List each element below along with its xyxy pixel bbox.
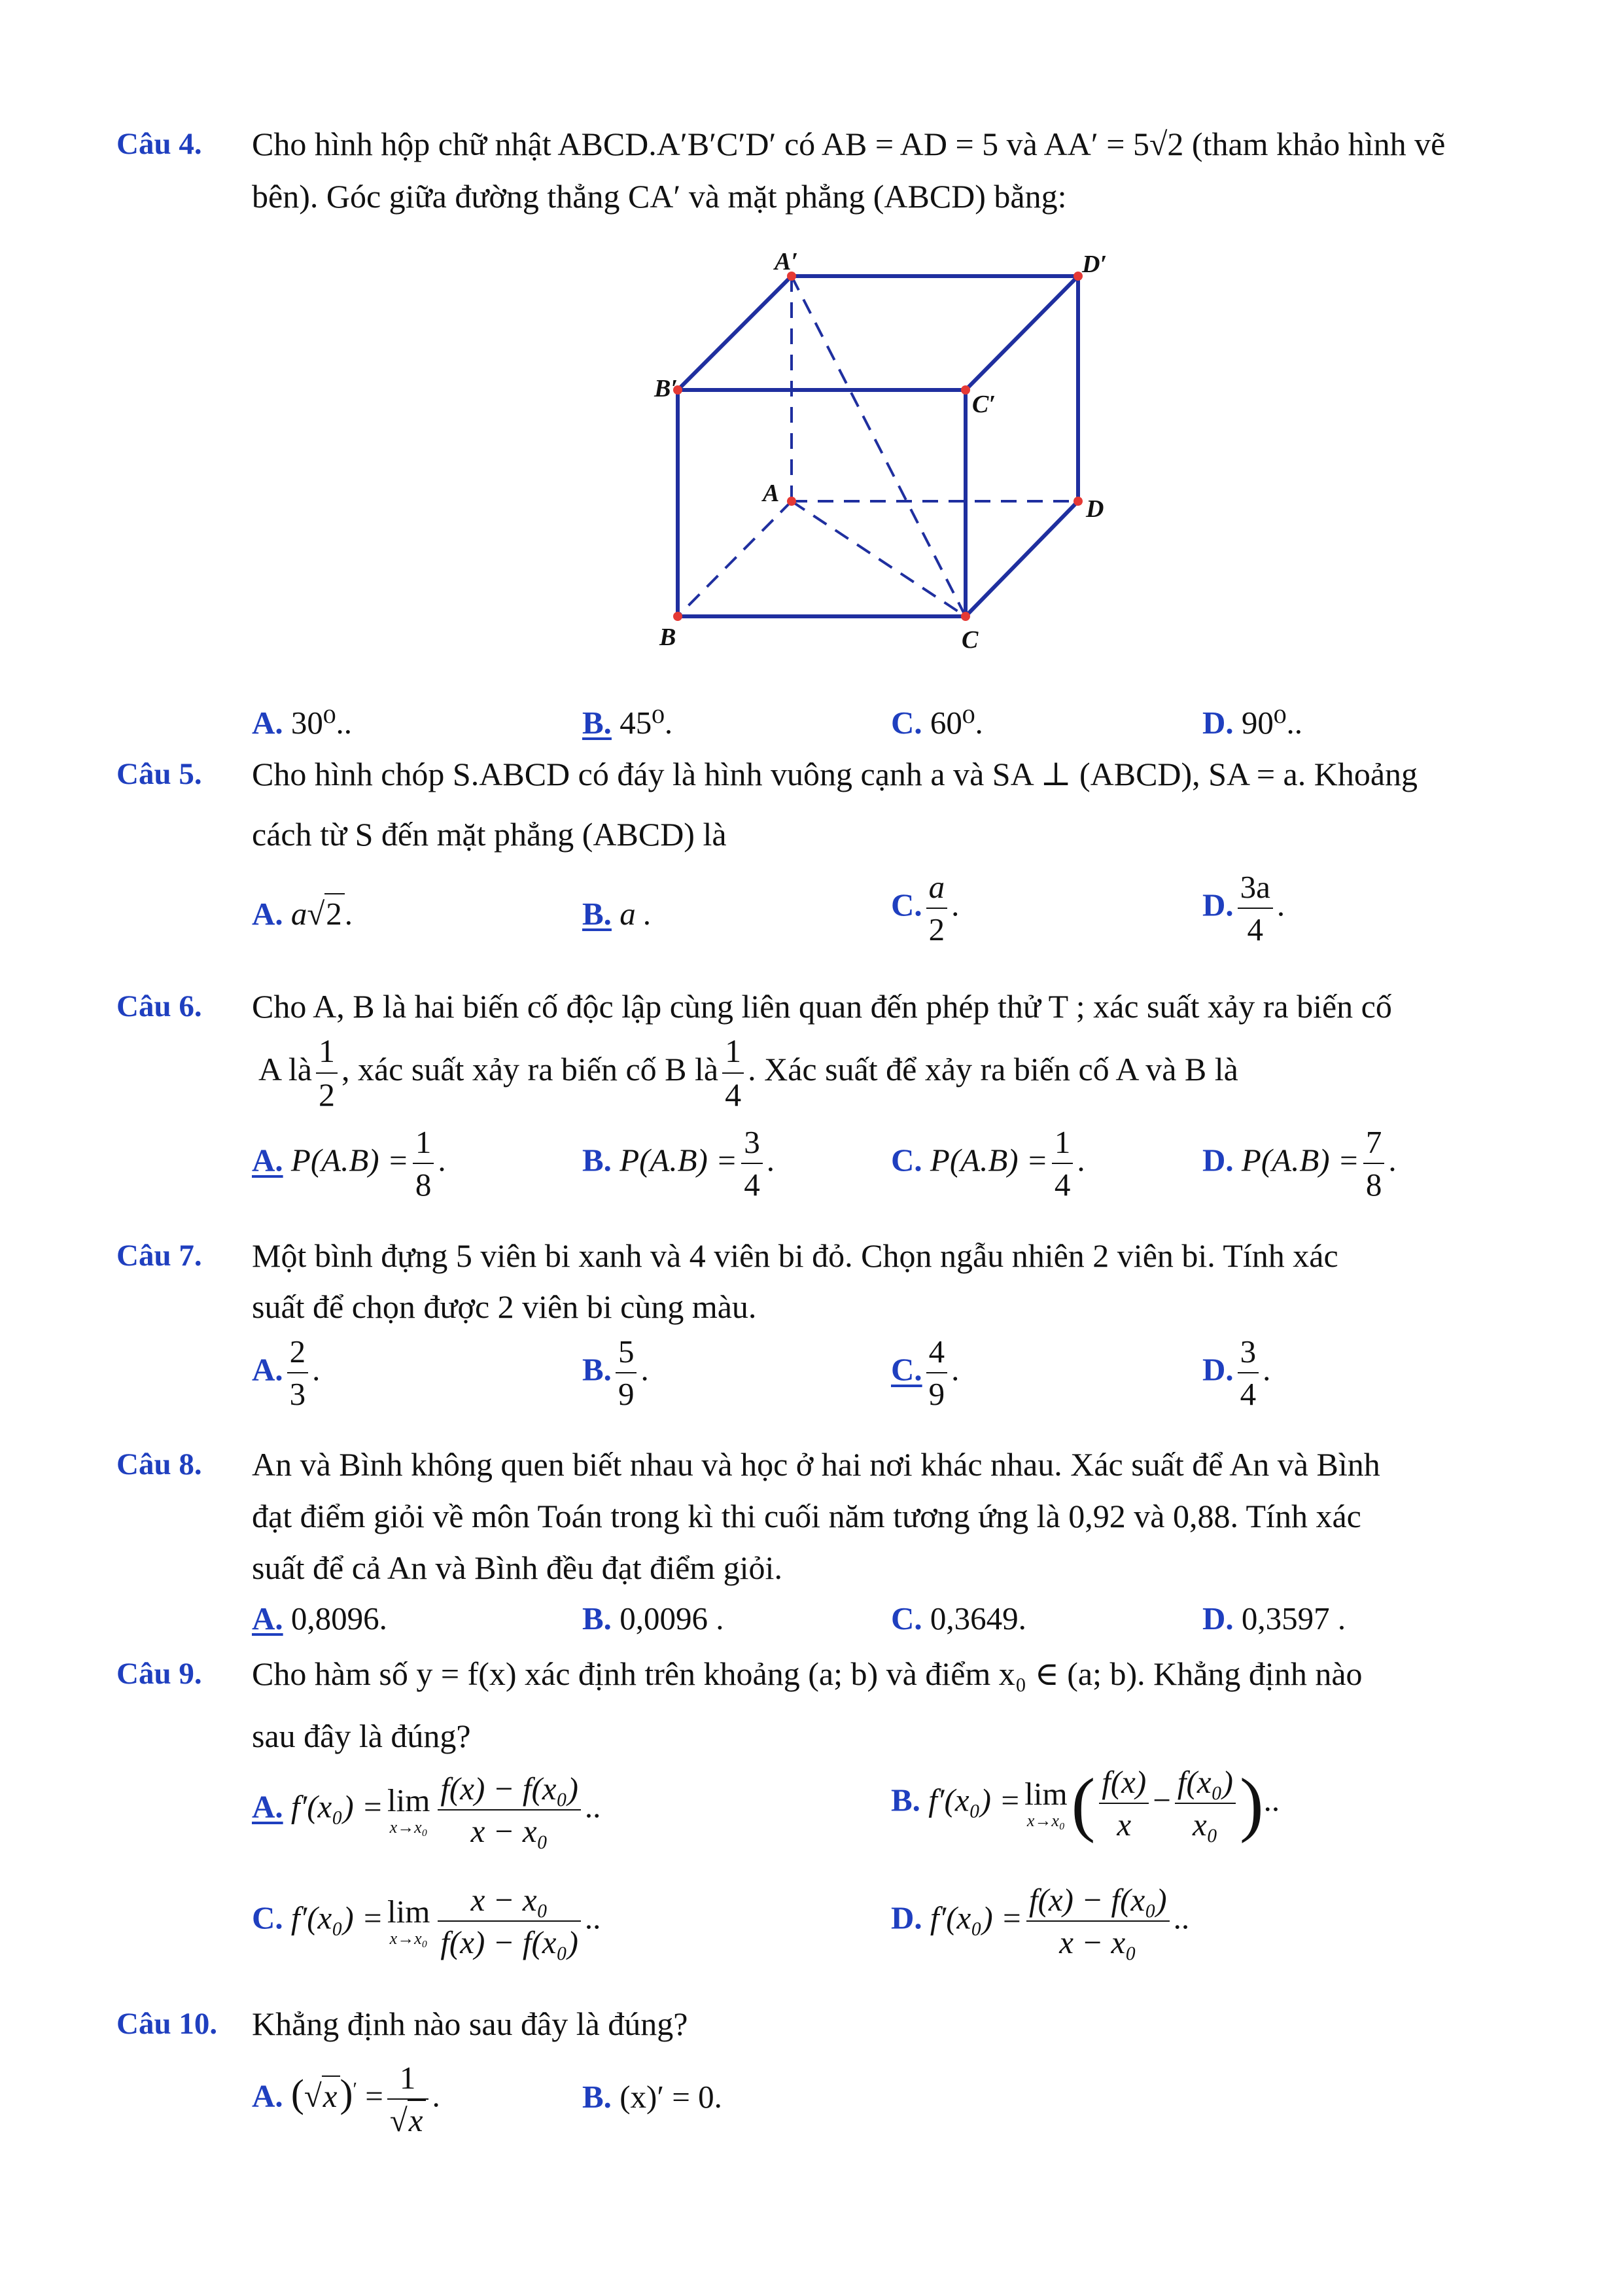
q4-option-d[interactable]: D. 90⁰.. — [1202, 705, 1303, 741]
question-6-line2: A là $\frac{1}{2}$ , xác suất xảy ra biến cố B là $\frac{1}{4}$ . Xác suất để xảy ra biến cố A và B là — [258, 1033, 1238, 1113]
question-8-line2: đạt điểm giỏi về môn Toán trong kì thi cuối năm tương ứng là 0,92 và 0,88. Tính xác — [252, 1498, 1361, 1534]
question-5-line2: cách từ S đến mặt phẳng (ABCD) là — [252, 816, 727, 853]
q6-option-b[interactable]: B. P(A.B) = $\frac{3}{4}$ . — [582, 1124, 775, 1203]
question-4-line1: Cho hình hộp chữ nhật ABCD.A′B′C′D′ có AB = AD = 5 và AA′ = 5√2 (tham khảo hình vẽ — [252, 126, 1446, 162]
q10-option-b[interactable]: B. (x)′ = 0. — [582, 2079, 722, 2115]
edge-CD — [966, 501, 1078, 616]
question-10-label: Câu 10. — [116, 2007, 218, 2041]
question-7-label: Câu 7. — [116, 1239, 202, 1273]
q5-option-c[interactable]: C. $\frac{a}{2}$ . — [891, 869, 960, 948]
label-A: A — [763, 480, 780, 507]
q7-option-c[interactable]: C. $\frac{4}{9}$ . — [891, 1333, 960, 1413]
q8-option-c[interactable]: C. 0,3649. — [891, 1600, 1026, 1636]
q7-option-d[interactable]: D. $\frac{3}{4}$ . — [1202, 1333, 1271, 1413]
diagonal-AC — [792, 501, 966, 616]
q7-option-a[interactable]: A. $\frac{2}{3}$ . — [252, 1333, 321, 1413]
question-8-line1: An và Bình không quen biết nhau và học ở hai nơi khác nhau. Xác suất để An và Bình — [252, 1446, 1380, 1483]
q6-option-d[interactable]: D. P(A.B) = $\frac{7}{8}$ . — [1202, 1124, 1397, 1203]
label-B1: B′ — [654, 375, 678, 402]
question-5-label: Câu 5. — [116, 757, 202, 791]
edge-A1B1 — [678, 276, 792, 390]
label-B: B — [659, 624, 676, 651]
question-7-line1: Một bình đựng 5 viên bi xanh và 4 viên bi đỏ. Chọn ngẫu nhiên 2 viên bi. Tính xác — [252, 1237, 1338, 1274]
label-D: D — [1086, 495, 1104, 523]
label-C: C — [962, 626, 979, 654]
q10-option-a[interactable]: A. (√x)′ = $\frac{1}{√x}$ . — [252, 2060, 440, 2139]
edge-D1C1 — [966, 276, 1078, 390]
question-6-label: Câu 6. — [116, 989, 202, 1023]
question-8-line3: suất để cả An và Bình đều đạt điểm giỏi. — [252, 1549, 782, 1586]
q4-option-b[interactable]: B. 45⁰. — [582, 705, 673, 741]
question-4-line2: bên). Góc giữa đường thẳng CA′ và mặt phẳng (ABCD) bằng: — [252, 178, 1067, 215]
q9-option-d[interactable]: D. f′(x₀) = $\frac{\text{f(x) − f(x₀)}}{\text{x − x₀}}$ .. — [891, 1882, 1190, 1961]
question-9-label: Câu 9. — [116, 1657, 202, 1691]
q4-option-c[interactable]: C. 60⁰. — [891, 705, 983, 741]
question-4-label: Câu 4. — [116, 127, 202, 161]
label-D1: D′ — [1082, 251, 1108, 278]
q8-option-b[interactable]: B. 0,0096 . — [582, 1600, 724, 1636]
q9-option-b[interactable]: B. f′(x₀) = lim x→x₀ ( $\frac{f(x)}{x}$ − $\frac{\text{f(x₀)}}{\text{x₀}}$ ).. — [891, 1763, 1280, 1844]
question-10-line1: Khẳng định nào sau đây là đúng? — [252, 2005, 688, 2042]
edge-AB-hidden — [678, 501, 792, 616]
question-5-line1: Cho hình chóp S.ABCD có đáy là hình vuông cạnh a và SA ⊥ (ABCD), SA = a. Khoảng — [252, 756, 1418, 792]
q7-option-b[interactable]: B. $\frac{5}{9}$ . — [582, 1333, 649, 1413]
label-A1: A′ — [775, 248, 799, 275]
question-9-line2: sau đây là đúng? — [252, 1718, 471, 1754]
q8-option-d[interactable]: D. 0,3597 . — [1202, 1600, 1346, 1636]
question-7-line2: suất để chọn được 2 viên bi cùng màu. — [252, 1288, 757, 1325]
label-C1: C′ — [972, 391, 996, 418]
diagonal-A1C — [792, 276, 966, 616]
question-9-line1: Cho hàm số y = f(x) xác định trên khoảng (a; b) và điểm x₀ ∈ (a; b). Khẳng định nào — [252, 1655, 1363, 1692]
q9-option-a[interactable]: A. f′(x₀) = lim x→x₀ $\frac{\text{f(x) − f(x₀)}}{\text{x − x₀}}$ .. — [252, 1771, 601, 1850]
q4-option-a[interactable]: A. 30⁰.. — [252, 705, 353, 741]
q6-option-a[interactable]: A. P(A.B) = $\frac{1}{8}$ . — [252, 1124, 446, 1203]
q9-option-c[interactable]: C. f′(x₀) = lim x→x₀ $\frac{\text{x − x₀}}{\text{f(x) − f(x₀)}}$ .. — [252, 1882, 601, 1961]
q5-option-b[interactable]: B. a . — [582, 896, 652, 932]
question-8-label: Câu 8. — [116, 1447, 202, 1481]
cuboid-figure — [641, 242, 1138, 667]
q6-option-c[interactable]: C. P(A.B) = $\frac{1}{4}$ . — [891, 1124, 1085, 1203]
question-6-line1: Cho A, B là hai biến cố độc lập cùng liên quan đến phép thử T ; xác suất xảy ra biến cố — [252, 988, 1392, 1025]
q5-option-d[interactable]: D. $\frac{3a}{4}$ . — [1202, 869, 1285, 948]
q5-option-a[interactable]: A. a√2. — [252, 898, 353, 930]
q8-option-a[interactable]: A. 0,8096. — [252, 1600, 387, 1636]
